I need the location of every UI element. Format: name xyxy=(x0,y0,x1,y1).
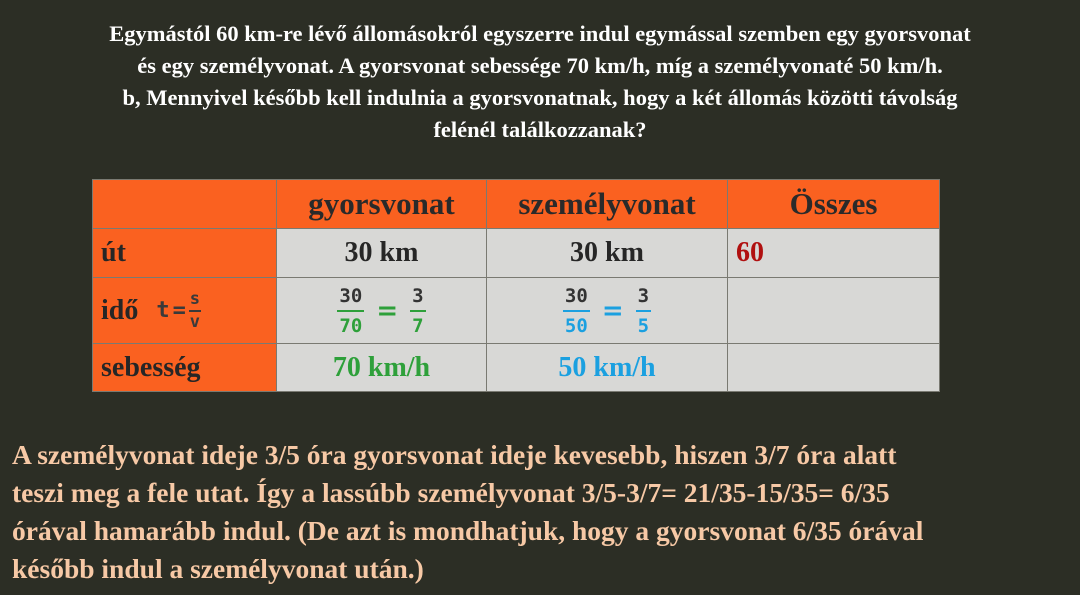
fraction-numerator: 3 xyxy=(637,284,650,307)
ido-slow-cell xyxy=(487,278,728,344)
fraction-denominator: 50 xyxy=(564,314,588,337)
answer-line: később indul a személyvonat után.) xyxy=(12,553,424,584)
fraction-bar xyxy=(337,310,364,312)
ido-fast-cell xyxy=(277,278,487,344)
row-label-ut: út xyxy=(93,229,277,278)
fraction-denominator: 70 xyxy=(339,314,363,337)
answer-line: órával hamarább indul. (De azt is mondhatjuk, hogy a gyorsvonat 6/35 órával xyxy=(12,515,924,546)
problem-line: és egy személyvonat. A gyorsvonat sebessége 70 km/h, míg a személyvonaté 50 km/h. xyxy=(137,53,943,78)
problem-line: Egymástól 60 km-re lévő állomásokról egyszerre indul egymással szemben egy gyorsvonat xyxy=(109,21,971,46)
formula-t: t xyxy=(156,298,170,323)
ut-fast-value: 30 km xyxy=(277,229,487,278)
ido-fast-fraction-1 xyxy=(337,285,364,337)
ut-slow-value: 30 km xyxy=(487,229,728,278)
header-osszes: Összes xyxy=(728,180,940,229)
row-label-sebesseg: sebesség xyxy=(93,344,277,392)
seb-total-value xyxy=(728,344,940,392)
header-szemelyvonat: személyvonat xyxy=(487,180,728,229)
fraction-numerator: 3 xyxy=(412,284,424,307)
fraction-bar xyxy=(563,310,590,312)
ido-fast-fraction-2 xyxy=(410,285,425,337)
problem-line: felénél találkozzanak? xyxy=(433,117,647,142)
fraction-numerator: 30 xyxy=(564,284,588,307)
header-empty-cell xyxy=(93,180,277,229)
table-row-ut xyxy=(93,229,940,278)
fraction-bar xyxy=(636,310,651,312)
answer-line: A személyvonat ideje 3/5 óra gyorsvonat ideje kevesebb, hiszen 3/7 óra alatt xyxy=(12,439,897,470)
fraction-denominator: 7 xyxy=(412,314,424,337)
header-gyorsvonat: gyorsvonat xyxy=(277,180,487,229)
fraction-bar xyxy=(410,310,425,312)
solution-table xyxy=(92,179,940,392)
table-row-sebesseg xyxy=(93,344,940,392)
formula-fraction xyxy=(189,288,201,332)
fraction-denominator: 5 xyxy=(637,314,650,337)
table-header-row xyxy=(93,180,940,229)
row-label-ido-cell xyxy=(93,278,277,344)
row-label-ido: idő xyxy=(101,294,139,326)
ido-total-value xyxy=(728,278,940,344)
table-row-ido xyxy=(93,278,940,344)
formula-numerator: s xyxy=(189,288,200,309)
answer-text xyxy=(12,436,1078,588)
time-formula xyxy=(156,288,201,332)
formula-denominator: v xyxy=(189,311,200,332)
ido-slow-equals: = xyxy=(601,295,624,326)
problem-line: b, Mennyivel később kell indulnia a gyorsvonatnak, hogy a két állomás közötti távolság xyxy=(122,85,958,110)
ido-fast-equals: = xyxy=(376,295,399,326)
seb-fast-value: 70 km/h xyxy=(277,344,487,392)
seb-slow-value: 50 km/h xyxy=(487,344,728,392)
ido-slow-fraction-2 xyxy=(636,285,651,337)
formula-equals: = xyxy=(172,298,186,323)
ut-total-value: 60 xyxy=(728,229,940,278)
answer-line: teszi meg a fele utat. Így a lassúbb személyvonat 3/5-3/7= 21/35-15/35= 6/35 xyxy=(12,477,890,508)
ido-slow-fraction-1 xyxy=(563,285,590,337)
problem-statement xyxy=(10,18,1070,146)
fraction-numerator: 30 xyxy=(339,284,363,307)
